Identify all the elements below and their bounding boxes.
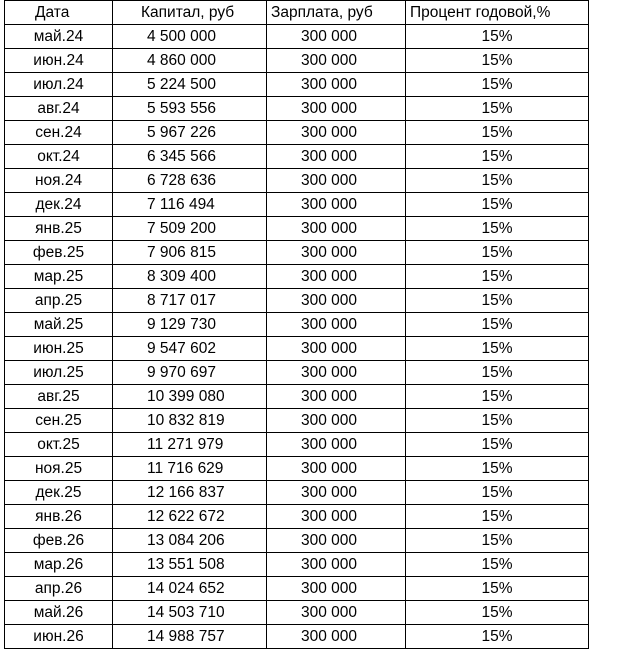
cell-percent[interactable]: 15% bbox=[406, 505, 589, 529]
cell-date[interactable]: май.25 bbox=[5, 313, 113, 337]
cell-date[interactable]: июн.24 bbox=[5, 49, 113, 73]
cell-percent[interactable]: 15% bbox=[406, 409, 589, 433]
cell-date[interactable]: дек.24 bbox=[5, 193, 113, 217]
cell-capital[interactable]: 4 500 000 bbox=[113, 25, 267, 49]
table-row bbox=[5, 601, 589, 625]
cell-salary[interactable]: 300 000 bbox=[267, 553, 406, 577]
cell-salary[interactable]: 300 000 bbox=[267, 433, 406, 457]
cell-date[interactable]: июл.25 bbox=[5, 361, 113, 385]
header-row bbox=[5, 1, 589, 25]
cell-salary[interactable]: 300 000 bbox=[267, 577, 406, 601]
table-row bbox=[5, 193, 589, 217]
cell-capital[interactable]: 9 129 730 bbox=[113, 313, 267, 337]
cell-percent[interactable]: 15% bbox=[406, 25, 589, 49]
table-row bbox=[5, 457, 589, 481]
cell-percent[interactable]: 15% bbox=[406, 169, 589, 193]
cell-date[interactable]: ноя.25 bbox=[5, 457, 113, 481]
cell-capital[interactable]: 8 309 400 bbox=[113, 265, 267, 289]
table-row bbox=[5, 169, 589, 193]
cell-date[interactable]: ноя.24 bbox=[5, 169, 113, 193]
table-row bbox=[5, 313, 589, 337]
cell-date[interactable]: авг.24 bbox=[5, 97, 113, 121]
cell-salary[interactable]: 300 000 bbox=[267, 409, 406, 433]
cell-percent[interactable]: 15% bbox=[406, 73, 589, 97]
cell-date[interactable]: сен.25 bbox=[5, 409, 113, 433]
cell-capital[interactable]: 6 345 566 bbox=[113, 145, 267, 169]
cell-date[interactable]: сен.24 bbox=[5, 121, 113, 145]
table-row bbox=[5, 385, 589, 409]
cell-salary[interactable]: 300 000 bbox=[267, 145, 406, 169]
table-row bbox=[5, 529, 589, 553]
table-row bbox=[5, 25, 589, 49]
table-body bbox=[5, 25, 589, 649]
cell-salary[interactable]: 300 000 bbox=[267, 313, 406, 337]
cell-salary[interactable]: 300 000 bbox=[267, 265, 406, 289]
cell-salary[interactable]: 300 000 bbox=[267, 73, 406, 97]
table-row bbox=[5, 505, 589, 529]
cell-percent[interactable]: 15% bbox=[406, 97, 589, 121]
cell-salary[interactable]: 300 000 bbox=[267, 193, 406, 217]
cell-salary[interactable]: 300 000 bbox=[267, 217, 406, 241]
cell-date[interactable]: окт.24 bbox=[5, 145, 113, 169]
cell-salary[interactable]: 300 000 bbox=[267, 601, 406, 625]
cell-capital[interactable]: 10 832 819 bbox=[113, 409, 267, 433]
cell-percent[interactable]: 15% bbox=[406, 145, 589, 169]
table-row bbox=[5, 265, 589, 289]
cell-capital[interactable]: 10 399 080 bbox=[113, 385, 267, 409]
cell-percent[interactable]: 15% bbox=[406, 481, 589, 505]
table-row bbox=[5, 481, 589, 505]
cell-percent[interactable]: 15% bbox=[406, 49, 589, 73]
cell-capital[interactable]: 5 967 226 bbox=[113, 121, 267, 145]
cell-date[interactable]: фев.26 bbox=[5, 529, 113, 553]
cell-percent[interactable]: 15% bbox=[406, 601, 589, 625]
cell-date[interactable]: апр.26 bbox=[5, 577, 113, 601]
cell-percent[interactable]: 15% bbox=[406, 217, 589, 241]
cell-percent[interactable]: 15% bbox=[406, 337, 589, 361]
table-row bbox=[5, 337, 589, 361]
cell-percent[interactable]: 15% bbox=[406, 625, 589, 649]
header-capital[interactable]: Капитал, руб bbox=[113, 1, 267, 25]
cell-salary[interactable]: 300 000 bbox=[267, 169, 406, 193]
table-row bbox=[5, 121, 589, 145]
cell-salary[interactable]: 300 000 bbox=[267, 337, 406, 361]
cell-date[interactable]: янв.26 bbox=[5, 505, 113, 529]
cell-salary[interactable]: 300 000 bbox=[267, 481, 406, 505]
cell-date[interactable]: дек.25 bbox=[5, 481, 113, 505]
cell-capital[interactable]: 14 024 652 bbox=[113, 577, 267, 601]
cell-date[interactable]: июн.25 bbox=[5, 337, 113, 361]
header-date[interactable]: Дата bbox=[5, 1, 113, 25]
cell-date[interactable]: окт.25 bbox=[5, 433, 113, 457]
cell-percent[interactable]: 15% bbox=[406, 289, 589, 313]
cell-capital[interactable]: 14 988 757 bbox=[113, 625, 267, 649]
cell-salary[interactable]: 300 000 bbox=[267, 49, 406, 73]
cell-percent[interactable]: 15% bbox=[406, 361, 589, 385]
table-row bbox=[5, 553, 589, 577]
cell-date[interactable]: апр.25 bbox=[5, 289, 113, 313]
table-row bbox=[5, 217, 589, 241]
table-row bbox=[5, 361, 589, 385]
cell-percent[interactable]: 15% bbox=[406, 313, 589, 337]
cell-percent[interactable]: 15% bbox=[406, 553, 589, 577]
cell-date[interactable]: мар.25 bbox=[5, 265, 113, 289]
cell-capital[interactable]: 7 906 815 bbox=[113, 241, 267, 265]
table-row bbox=[5, 241, 589, 265]
cell-date[interactable]: июн.26 bbox=[5, 625, 113, 649]
spreadsheet bbox=[4, 0, 589, 649]
capital-table bbox=[4, 0, 589, 649]
header-percent[interactable]: Процент годовой,% bbox=[406, 1, 589, 25]
cell-salary[interactable]: 300 000 bbox=[267, 241, 406, 265]
cell-percent[interactable]: 15% bbox=[406, 577, 589, 601]
cell-salary[interactable]: 300 000 bbox=[267, 529, 406, 553]
cell-capital[interactable]: 11 271 979 bbox=[113, 433, 267, 457]
cell-salary[interactable]: 300 000 bbox=[267, 505, 406, 529]
cell-percent[interactable]: 15% bbox=[406, 433, 589, 457]
cell-date[interactable]: мар.26 bbox=[5, 553, 113, 577]
table-row bbox=[5, 625, 589, 649]
header-salary[interactable]: Зарплата, руб bbox=[267, 1, 406, 25]
cell-date[interactable]: янв.25 bbox=[5, 217, 113, 241]
cell-salary[interactable]: 300 000 bbox=[267, 97, 406, 121]
cell-capital[interactable]: 13 084 206 bbox=[113, 529, 267, 553]
cell-salary[interactable]: 300 000 bbox=[267, 457, 406, 481]
cell-capital[interactable]: 12 622 672 bbox=[113, 505, 267, 529]
cell-salary[interactable]: 300 000 bbox=[267, 361, 406, 385]
table-row bbox=[5, 73, 589, 97]
cell-date[interactable]: фев.25 bbox=[5, 241, 113, 265]
cell-date[interactable]: авг.25 bbox=[5, 385, 113, 409]
table-row bbox=[5, 49, 589, 73]
cell-capital[interactable]: 13 551 508 bbox=[113, 553, 267, 577]
cell-capital[interactable]: 12 166 837 bbox=[113, 481, 267, 505]
cell-date[interactable]: июл.24 bbox=[5, 73, 113, 97]
cell-capital[interactable]: 14 503 710 bbox=[113, 601, 267, 625]
cell-salary[interactable]: 300 000 bbox=[267, 25, 406, 49]
cell-percent[interactable]: 15% bbox=[406, 121, 589, 145]
cell-percent[interactable]: 15% bbox=[406, 457, 589, 481]
cell-capital[interactable]: 11 716 629 bbox=[113, 457, 267, 481]
cell-percent[interactable]: 15% bbox=[406, 385, 589, 409]
cell-capital[interactable]: 5 593 556 bbox=[113, 97, 267, 121]
cell-capital[interactable]: 9 547 602 bbox=[113, 337, 267, 361]
table-row bbox=[5, 289, 589, 313]
cell-date[interactable]: май.24 bbox=[5, 25, 113, 49]
cell-capital[interactable]: 7 509 200 bbox=[113, 217, 267, 241]
cell-date[interactable]: май.26 bbox=[5, 601, 113, 625]
cell-percent[interactable]: 15% bbox=[406, 241, 589, 265]
cell-capital[interactable]: 9 970 697 bbox=[113, 361, 267, 385]
cell-capital[interactable]: 8 717 017 bbox=[113, 289, 267, 313]
table-row bbox=[5, 145, 589, 169]
cell-capital[interactable]: 4 860 000 bbox=[113, 49, 267, 73]
cell-percent[interactable]: 15% bbox=[406, 265, 589, 289]
table-row bbox=[5, 409, 589, 433]
table-row bbox=[5, 433, 589, 457]
cell-percent[interactable]: 15% bbox=[406, 193, 589, 217]
table-row bbox=[5, 577, 589, 601]
cell-capital[interactable]: 5 224 500 bbox=[113, 73, 267, 97]
cell-salary[interactable]: 300 000 bbox=[267, 121, 406, 145]
cell-salary[interactable]: 300 000 bbox=[267, 625, 406, 649]
cell-salary[interactable]: 300 000 bbox=[267, 385, 406, 409]
cell-capital[interactable]: 6 728 636 bbox=[113, 169, 267, 193]
cell-salary[interactable]: 300 000 bbox=[267, 289, 406, 313]
cell-capital[interactable]: 7 116 494 bbox=[113, 193, 267, 217]
cell-percent[interactable]: 15% bbox=[406, 529, 589, 553]
table-row bbox=[5, 97, 589, 121]
